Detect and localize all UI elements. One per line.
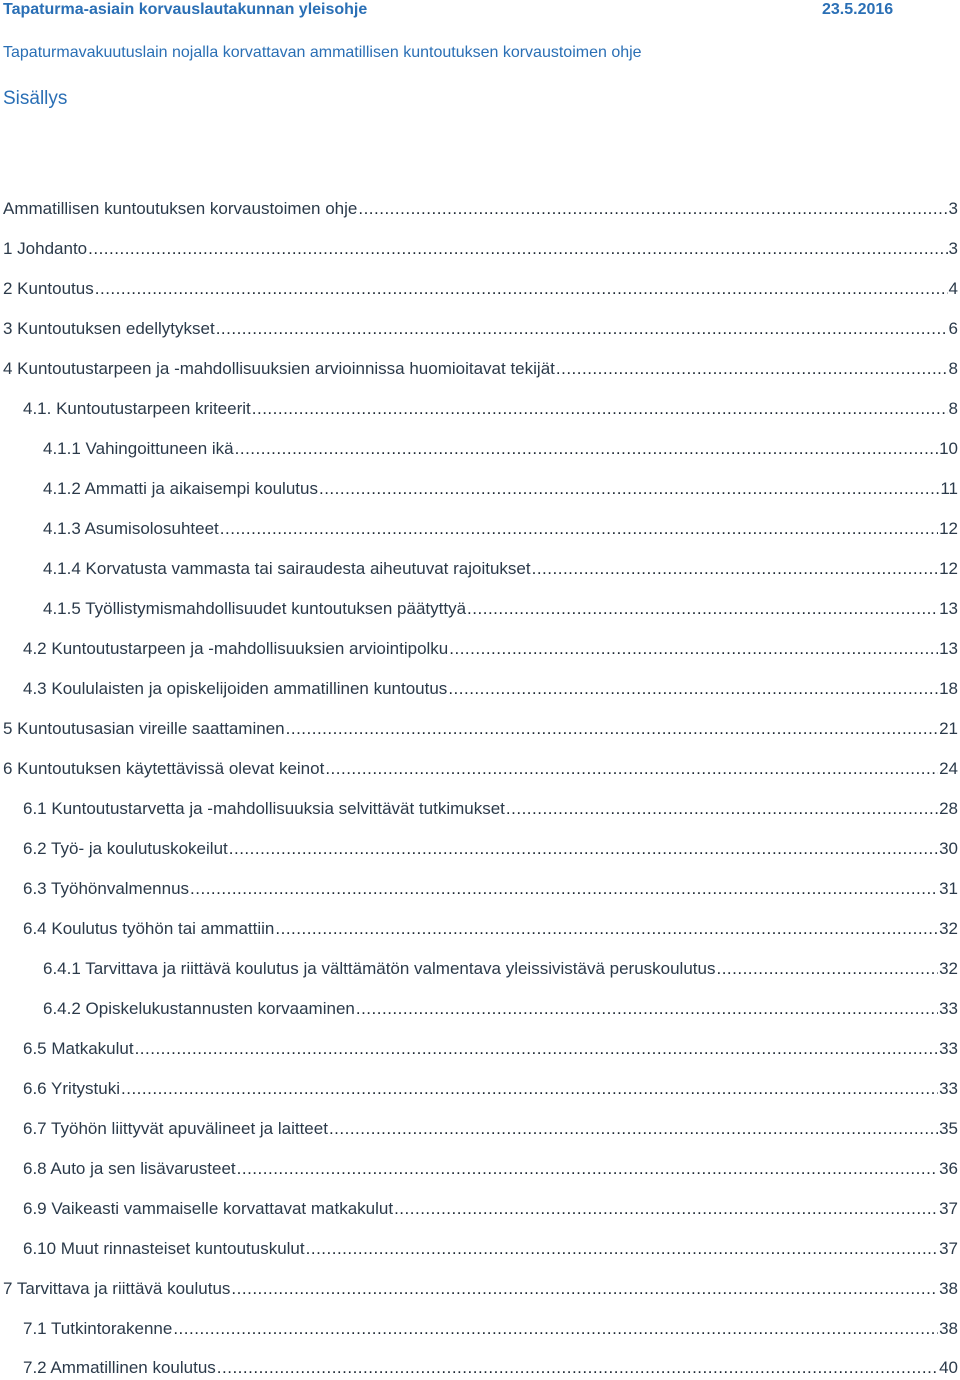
toc-leader [716,959,938,979]
toc-leader [252,399,948,419]
toc-entry-label: 6.5 Matkakulut [23,1039,134,1058]
toc-leader [190,879,938,899]
toc-entry[interactable] [23,679,958,701]
toc-entry-page: 38 [939,1279,958,1298]
toc-entry[interactable] [23,839,958,861]
toc-entry-label: 2 Kuntoutus [3,279,94,298]
toc-entry[interactable] [23,1079,958,1101]
toc-entry[interactable] [43,439,958,461]
toc-leader [467,599,938,619]
toc-entry[interactable] [23,1039,958,1061]
toc-leader [217,1358,938,1378]
toc-entry-label: 4.1.2 Ammatti ja aikaisempi koulutus [43,479,318,498]
toc-entry-page: 8 [948,359,958,378]
toc-entry-page: 32 [939,919,958,938]
toc-entry[interactable] [23,399,958,421]
toc-entry-page: 13 [939,599,958,618]
toc-leader [220,519,938,539]
toc-entry-label: 6.4.1 Tarvittava ja riittävä koulutus ja välttämätön valmentava yleissivistävä peruskoulutus [43,959,716,978]
toc-entry-label: 6 Kuntoutuksen käytettävissä olevat keinot [3,759,325,778]
toc-entry[interactable] [43,599,958,621]
toc-entry-label: 6.10 Muut rinnasteiset kuntoutuskulut [23,1239,305,1258]
toc-entry-label: 6.3 Työhönvalmennus [23,879,190,898]
toc-entry-page: 32 [939,959,958,978]
toc-entry[interactable] [3,1279,958,1301]
toc-entry-page: 12 [939,519,958,538]
toc-entry[interactable] [43,999,958,1021]
toc-entry[interactable] [3,239,958,261]
toc-leader [306,1239,938,1259]
toc-entry-label: 6.7 Työhön liittyvät apuvälineet ja laitteet [23,1119,328,1138]
toc-leader [275,919,938,939]
toc-entry-label: Ammatillisen kuntoutuksen korvaustoimen ohje [3,199,358,218]
toc-leader [506,799,938,819]
toc-entry-page: 10 [939,439,958,458]
toc-entry-page: 6 [948,319,958,338]
toc-entry-page: 38 [939,1319,958,1338]
toc-entry[interactable] [23,639,958,661]
toc-leader [449,639,938,659]
toc-entry[interactable] [23,1239,958,1261]
toc-entry-label: 6.8 Auto ja sen lisävarusteet [23,1159,236,1178]
toc-entry-label: 7 Tarvittava ja riittävä koulutus [3,1279,231,1298]
toc-entry-page: 36 [939,1159,958,1178]
toc-entry-page: 24 [939,759,958,778]
toc-entry[interactable] [23,1119,958,1141]
toc-entry-page: 33 [939,999,958,1018]
toc-leader [135,1039,939,1059]
toc-entry[interactable] [43,559,958,581]
toc-entry-label: 6.4.2 Opiskelukustannusten korvaaminen [43,999,355,1018]
toc-leader [88,239,947,259]
toc-leader [231,1279,938,1299]
toc-entry-label: 4 Kuntoutustarpeen ja -mahdollisuuksien arvioinnissa huomioitavat tekijät [3,359,555,378]
toc-leader [173,1319,938,1339]
toc-leader [319,479,939,499]
toc-entry-label: 4.3 Koululaisten ja opiskelijoiden ammatillinen kuntoutus [23,679,448,698]
toc-leader [532,559,938,579]
toc-entry-label: 7.2 Ammatillinen koulutus [23,1358,216,1377]
toc-entry-label: 4.1.5 Työllistymismahdollisuudet kuntoutuksen päätyttyä [43,599,467,618]
toc-entry[interactable] [3,319,958,341]
toc-entry[interactable] [43,959,958,981]
toc-leader [325,759,938,779]
toc-entry[interactable] [23,799,958,821]
toc-entry-label: 4.1. Kuntoutustarpeen kriteerit [23,399,251,418]
toc-entry-page: 12 [939,559,958,578]
toc-entry-page: 8 [948,399,958,418]
toc-entry-page: 37 [939,1239,958,1258]
toc-entry[interactable] [23,1319,958,1341]
toc-entry-label: 5 Kuntoutusasian vireille saattaminen [3,719,285,738]
toc-entry[interactable] [23,1199,958,1221]
toc-entry-page: 28 [939,799,958,818]
toc-entry[interactable] [43,479,958,501]
toc-leader [358,199,947,219]
toc-entry-label: 3 Kuntoutuksen edellytykset [3,319,215,338]
toc-leader [329,1119,938,1139]
document-subtitle: Tapaturmavakuutuslain nojalla korvattavan ammatillisen kuntoutuksen korvaustoimen ohje [3,44,642,61]
toc-leader [235,439,938,459]
toc-entry-label: 6.4 Koulutus työhön tai ammattiin [23,919,275,938]
document-date: 23.5.2016 [822,1,894,18]
toc-entry[interactable] [3,719,958,741]
toc-leader [356,999,938,1019]
toc-leader [448,679,938,699]
toc-entry-page: 4 [948,279,958,298]
toc-entry[interactable] [23,1358,958,1380]
toc-entry-label: 4.1.3 Asumisolosuhteet [43,519,219,538]
toc-entry-page: 3 [948,199,958,218]
toc-entry-label: 4.1.4 Korvatusta vammasta tai sairaudesta aiheutuvat rajoitukset [43,559,531,578]
toc-leader [229,839,938,859]
toc-entry-label: 7.1 Tutkintorakenne [23,1319,173,1338]
toc-entry-page: 37 [939,1199,958,1218]
toc-entry-page: 40 [939,1358,958,1377]
toc-entry-label: 1 Johdanto [3,239,88,258]
toc-entry-label: 6.9 Vaikeasti vammaiselle korvattavat matkakulut [23,1199,394,1218]
toc-entry-label: 4.2 Kuntoutustarpeen ja -mahdollisuuksien arviointipolku [23,639,449,658]
toc-entry-page: 13 [939,639,958,658]
toc-entry-page: 3 [948,239,958,258]
toc-entry-label: 6.1 Kuntoutustarvetta ja -mahdollisuuksia selvittävät tutkimukset [23,799,505,818]
toc-leader [216,319,948,339]
toc-entry-label: 4.1.1 Vahingoittuneen ikä [43,439,234,458]
toc-leader [237,1159,938,1179]
toc-leader [121,1079,938,1099]
toc-entry-page: 18 [939,679,958,698]
toc-entry-label: 6.2 Työ- ja koulutuskokeilut [23,839,228,858]
toc-entry[interactable] [43,519,958,541]
toc-entry[interactable] [3,199,958,221]
toc-entry-page: 30 [939,839,958,858]
toc-entry[interactable] [23,879,958,901]
toc-entry-page: 33 [939,1039,958,1058]
toc-entry[interactable] [3,759,958,781]
toc-entry-page: 21 [939,719,958,738]
toc-leader [286,719,938,739]
toc-heading: Sisällys [3,88,68,109]
toc-leader [95,279,948,299]
toc-entry[interactable] [3,279,958,301]
toc-leader [394,1199,938,1219]
toc-leader [556,359,948,379]
document-title: Tapaturma-asiain korvauslautakunnan yleisohje [3,1,368,18]
toc-entry-page: 11 [940,479,958,498]
toc-entry-label: 6.6 Yritystuki [23,1079,121,1098]
toc-entry[interactable] [23,1159,958,1181]
toc-entry[interactable] [23,919,958,941]
toc-entry-page: 35 [939,1119,958,1138]
toc-entry-page: 31 [939,879,958,898]
toc-entry-page: 33 [939,1079,958,1098]
toc-entry[interactable] [3,359,958,381]
